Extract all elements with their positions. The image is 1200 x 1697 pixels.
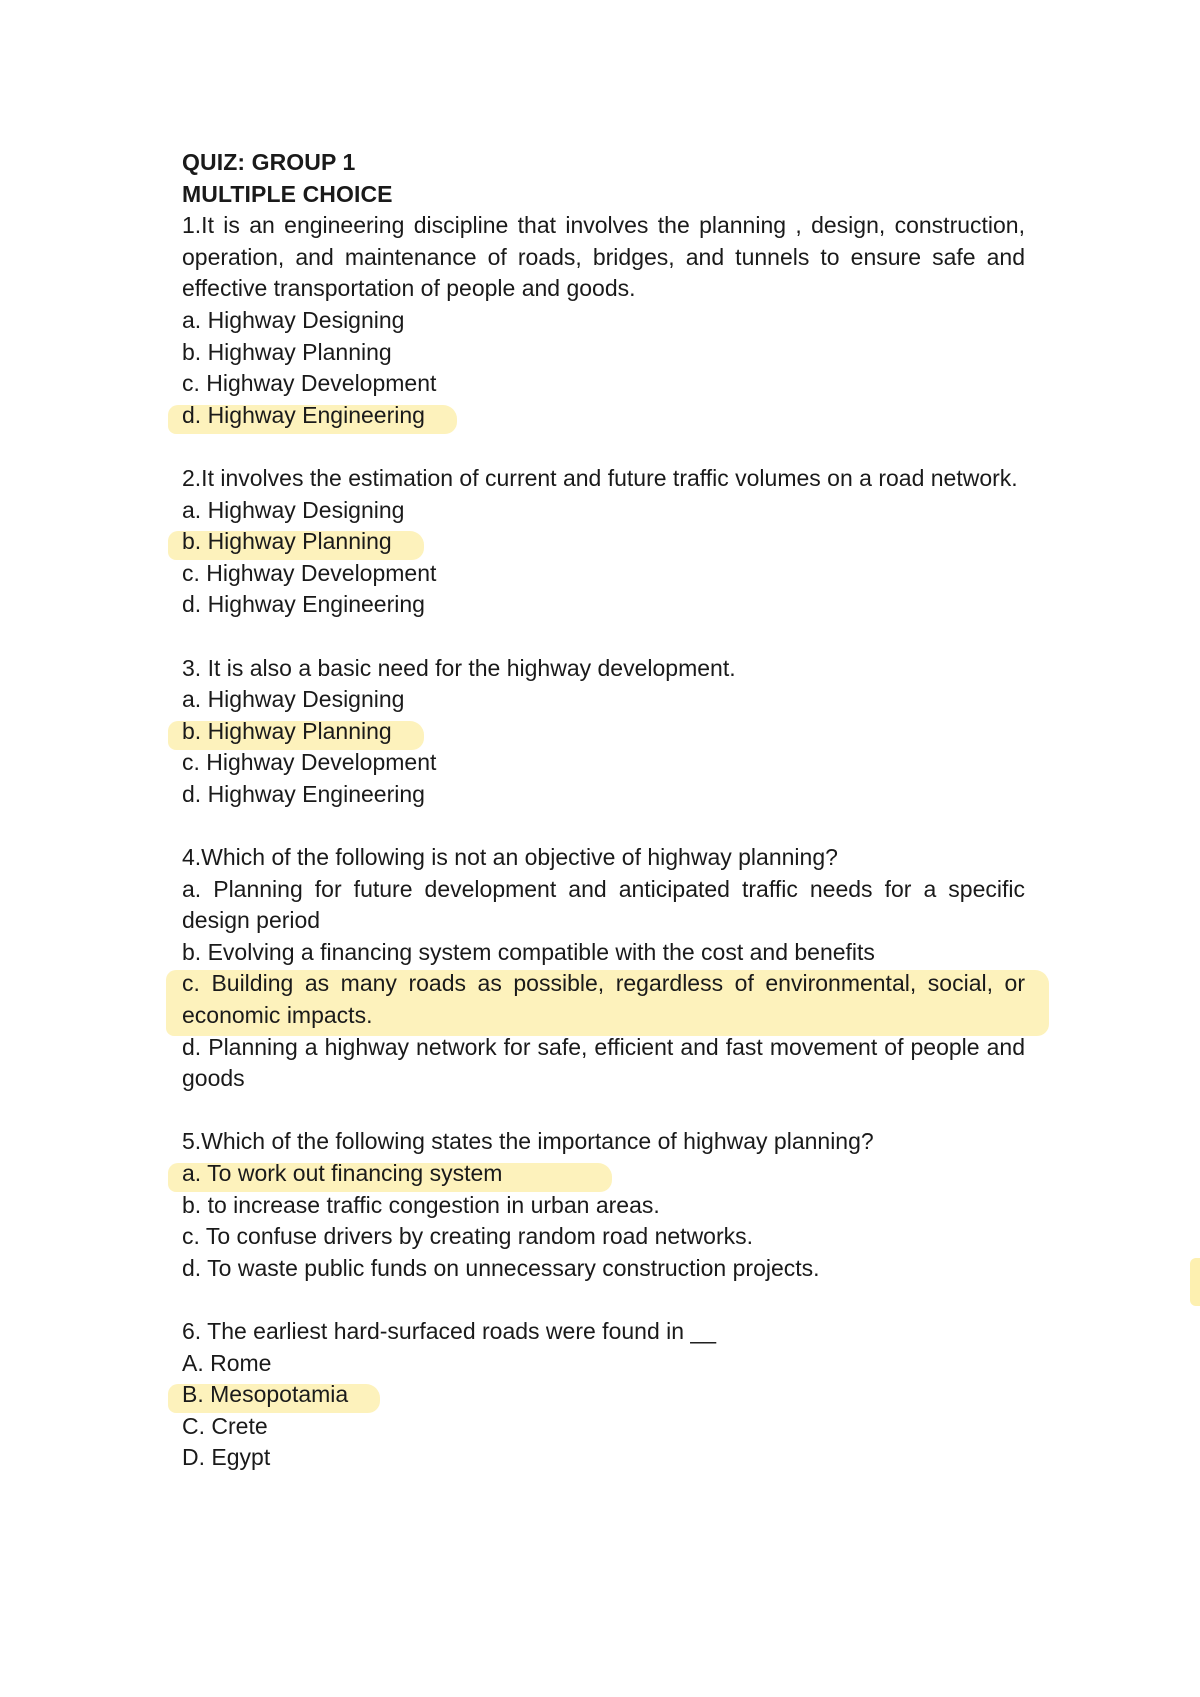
question-1-option-b: b. Highway Planning bbox=[182, 338, 392, 365]
question-2-option-c: c. Highway Development bbox=[182, 559, 437, 586]
question-3-text: 3. It is also a basic need for the highway development. bbox=[182, 654, 736, 681]
question-1-option-c: c. Highway Development bbox=[182, 370, 437, 397]
question-3-option-a: a. Highway Designing bbox=[182, 686, 405, 713]
question-6-text: 6. The earliest hard-surfaced roads were found in __ bbox=[182, 1317, 716, 1344]
quiz-subtitle: MULTIPLE CHOICE bbox=[182, 180, 393, 207]
question-4-option-b: b. Evolving a financing system compatible with the cost and benefits bbox=[182, 938, 875, 965]
question-1-text: 1.It is an engineering discipline that involves the planning , design, construction, operation, and maintenance of roads, bridges, and tunnels to ensure safe and effective transportation of people and goods. bbox=[182, 212, 1025, 302]
question-5 bbox=[182, 1126, 1025, 1284]
question-5-option-d: d. To waste public funds on unnecessary construction projects. bbox=[182, 1254, 820, 1281]
question-5-text: 5.Which of the following states the importance of highway planning? bbox=[182, 1128, 874, 1155]
question-1-option-d bbox=[182, 400, 1025, 432]
question-1-option-a: a. Highway Designing bbox=[182, 306, 405, 333]
question-3 bbox=[182, 653, 1025, 811]
answer-highlight: d. Highway Engineering bbox=[182, 401, 425, 428]
answer-highlight: b. Highway Planning bbox=[182, 528, 392, 555]
question-6-option-b bbox=[182, 1379, 1025, 1411]
question-2 bbox=[182, 463, 1025, 621]
quiz-title: QUIZ: GROUP 1 bbox=[182, 149, 356, 175]
answer-highlight: a. To work out financing system bbox=[182, 1160, 503, 1186]
question-2-text: 2.It involves the estimation of current and future traffic volumes on a road network. bbox=[182, 464, 1018, 491]
question-4-option-d: d. Planning a highway network for safe, efficient and fast movement of people and goods bbox=[182, 1033, 1025, 1092]
question-6-option-a: A. Rome bbox=[182, 1349, 272, 1376]
question-4-text: 4.Which of the following is not an objective of highway planning? bbox=[182, 844, 838, 871]
question-4 bbox=[182, 842, 1025, 1095]
question-3-option-c: c. Highway Development bbox=[182, 749, 437, 776]
question-3-option-b bbox=[182, 716, 1025, 748]
question-4-option-c: c. Building as many roads as possible, regardless of environmental, social, or economic impacts. bbox=[182, 968, 1025, 1031]
answer-highlight: b. Highway Planning bbox=[182, 717, 392, 744]
question-6-option-c: C. Crete bbox=[182, 1412, 268, 1439]
quiz-document bbox=[182, 147, 1025, 1474]
question-5-option-c: c. To confuse drivers by creating random road networks. bbox=[182, 1223, 754, 1250]
question-2-option-d: d. Highway Engineering bbox=[182, 591, 425, 618]
question-2-option-a: a. Highway Designing bbox=[182, 496, 405, 523]
question-3-option-d: d. Highway Engineering bbox=[182, 780, 425, 807]
question-6 bbox=[182, 1316, 1025, 1474]
question-5-option-a bbox=[182, 1158, 1025, 1190]
question-6-option-d: D. Egypt bbox=[182, 1444, 271, 1471]
question-2-option-b bbox=[182, 526, 1025, 558]
question-1 bbox=[182, 210, 1025, 431]
highlighter-edge-mark bbox=[1190, 1258, 1200, 1306]
question-5-option-b: b. to increase traffic congestion in urban areas. bbox=[182, 1191, 660, 1218]
question-4-option-a: a. Planning for future development and anticipated traffic needs for a specific design period bbox=[182, 875, 1025, 934]
answer-highlight: B. Mesopotamia bbox=[182, 1381, 349, 1408]
